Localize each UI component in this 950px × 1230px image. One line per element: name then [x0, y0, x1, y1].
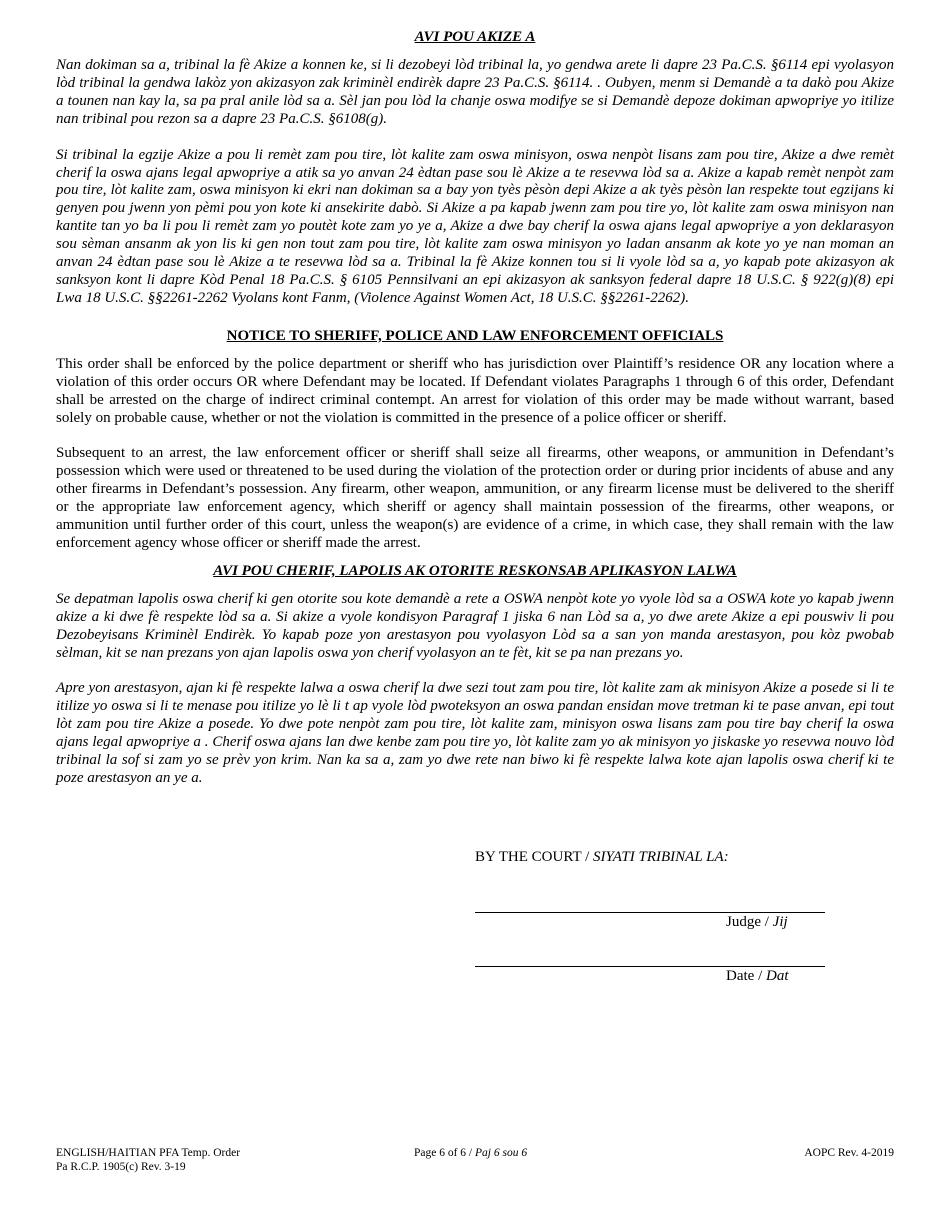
judge-signature-line[interactable]	[475, 912, 825, 913]
sheriff-notice-paragraph-1: This order shall be enforced by the police department or sheriff who has jurisdiction over Plaintiff’s residence OR any location where a violation of this order occurs OR where Defendant may be located. If Defendant violates Paragraphs 1 through 6 of this order, Defendant shall be arrested on the charge of indirect criminal contempt. An arrest for violation of this order may be made without warrant, based solely on probable cause, whether or not the violation is committed in the presence of a police officer or sheriff.	[56, 355, 894, 426]
cherif-notice-paragraph-2: Apre yon arestasyon, ajan ki fè respekte lalwa a oswa cherif la dwe sezi tout zam pou tire, lòt kalite zam ak minisyon Akize a posede si li te itilize yo oswa si li te menase pou itilize yo lè li t ap vyole lòd pwoteksyon an oswa pandan ensidan move tretman ki te pase anvan, epi tout lòt zam pou tire Akize a posede. Yo dwe pote nenpòt zam pou tire, lòt kalite zam, minisyon oswa lisans zam pou tire bay cherif la oswa ajans legal apwopriye a . Cherif oswa ajans lan dwe kenbe zam pou tire yo, lòt kalite zam yo ak minisyon yo jiskaske yo resevwa nouvo lòd tribinal la sof si zam yo se prèv yon krim. Nan ka sa a, zam yo dwe rete nan biwo ki fè respekte lalwa kote ajan lapolis oswa cherif ki te poze arestasyon an ye a.	[56, 680, 894, 786]
court-signature-title	[475, 849, 729, 866]
date-signature-line[interactable]	[475, 966, 825, 967]
cherif-notice-heading: AVI POU CHERIF, LAPOLIS AK OTORITE RESKONSAB APLIKASYON LALWA	[213, 562, 737, 579]
date-label-ht: Dat	[765, 968, 789, 984]
footer-form-info	[56, 1146, 240, 1174]
footer-revision: AOPC Rev. 4-2019	[804, 1147, 894, 1159]
defendant-notice-paragraph-2: Si tribinal la egzije Akize a pou li remèt zam pou tire, lòt kalite zam oswa minisyon, oswa nenpòt lisans zam pou tire, Akize a dwe remèt cherif la oswa ajans legal apwopriye a atik sa yo anvan 24 èdtan pase sou lè Akize a te resevwa lòd sa a. Akize a kapab remèt nenpòt zam pou tire, lòt kalite zam, oswa minisyon ki ekri nan dokiman sa a bay yon tyès pèsòn depi Akize a ak tyès pèsòn lan respekte tout egzijans ki genyen pou jwenn yon pèmi pou yon kote ki ansekirite dabò. Si Akize a pa kapab jwenn zam pou tire yo, lòt kalite zam oswa minisyon nan kantite tan yo ba li pou li remèt zam yo poutèt kote zam yo ye a, Akize a dwe bay cherif la oswa ajans legal apwopriye a yon deklarasyon sou sèman ansanm ak yon lis ki gen non tout zam pou tire, lòt kalite zam oswa minisyon yo ladan ansanm ak kote yo ye nan moman an anvan 24 èdtan pase sou lè Akize a te resevwa lòd sa a. Tribinal la fè Akize konnen tou si li vyole lòd sa a, yo kapab pote akizasyon ak sanksyon kont li dapre Kòd Penal 18 Pa.C.S. § 6105 Pennsilvani an epi akizasyon ak sanksyon federal dapre 18 U.S.C. § 922(g)(8) epi Lwa 18 U.S.C. §§2261-2262 Vyolans kont Fanm, (Violence Against Women Act, 18 U.S.C. §§2261-2262).	[56, 146, 894, 306]
judge-label-en: Judge /	[726, 914, 769, 930]
notice-to-defendant-section	[56, 28, 894, 308]
sheriff-notice-heading: NOTICE TO SHERIFF, POLICE AND LAW ENFORCEMENT OFFICIALS	[226, 327, 724, 344]
date-label	[726, 968, 788, 985]
date-label-en: Date /	[726, 968, 763, 984]
court-label-en: BY THE COURT /	[475, 849, 590, 865]
document-body	[56, 28, 894, 788]
sheriff-notice-paragraph-2: Subsequent to an arrest, the law enforcement officer or sheriff shall seize all firearms, other weapons, or ammunition in Defendant’s possession which were used or threatened to be used during the violation of the protection order or during prior incidents of abuse and any other firearms in Defendant’s possession. Any firearm, other weapon, ammunition, or any firearm license must be delivered to the sheriff or the appropriate law enforcement agency, which sheriff or agency shall maintain possession of the firearms, other weapons, or ammunition until further order of this court, unless the weapon(s) are evidence of a crime, in which case, they shall remain with the law enforcement agency whose officer or sheriff made the arrest.	[56, 445, 894, 551]
judge-label-ht: Jij	[772, 914, 788, 930]
footer-form-name: ENGLISH/HAITIAN PFA Temp. Order	[56, 1147, 241, 1159]
avi-cherif-section	[56, 553, 894, 788]
footer-page-number	[414, 1146, 527, 1160]
footer-rule: Pa R.C.P. 1905(c) Rev. 3-19	[56, 1161, 186, 1173]
notice-to-sheriff-section	[56, 318, 894, 553]
defendant-notice-paragraph-1: Nan dokiman sa a, tribinal la fè Akize a konnen ke, si li dezobeyi lòd tribinal la, yo gendwa arete li dapre 23 Pa.C.S. §6114 epi vyolasyon lòd tribinal la gendwa lakòz yon akizasyon zak kriminèl endirèk dapre 23 Pa.C.S. §6114. . Oubyen, menm si Demandè a ta dakò pou Akize a tounen nan kay la, sa pa pral anile lòd sa a. Sèl jan pou lòd la chanje oswa modifye se si Demandè depoze dokiman apwopriye yo itilize nan tribinal pou rezon sa a dapre 23 Pa.C.S. §6108(g).	[56, 57, 894, 127]
cherif-notice-paragraph-1: Se depatman lapolis oswa cherif ki gen otorite sou kote demandè a rete a OSWA nenpòt kote yo vyole lòd sa a OSWA kote yo kapab jwenn akize a ki dwe fè respekte lòd sa a. Si akize a vyole kondisyon Paragraf 1 jiska 6 nan Lòd sa a, yo dwe arete Akize a epi pouswiv li pou Dezobeyisans Kriminèl Endirèk. Yo kapab poze yon arestasyon pou vyolasyon Lòd sa a san yon manda arestasyon, pou kòz pwobab sèlman, kit se nan prezans yon ajan lapolis oswa yon cherif vyolasyon an te fèt, kit se pa nan prezans yo.	[56, 590, 894, 661]
footer-page-en: Page 6 of 6 /	[414, 1147, 473, 1159]
court-label-ht: SIYATI TRIBINAL LA:	[593, 849, 729, 865]
judge-label	[726, 914, 788, 931]
footer-page-ht: Paj 6 sou 6	[475, 1147, 528, 1159]
defendant-notice-heading: AVI POU AKIZE A	[414, 29, 536, 45]
